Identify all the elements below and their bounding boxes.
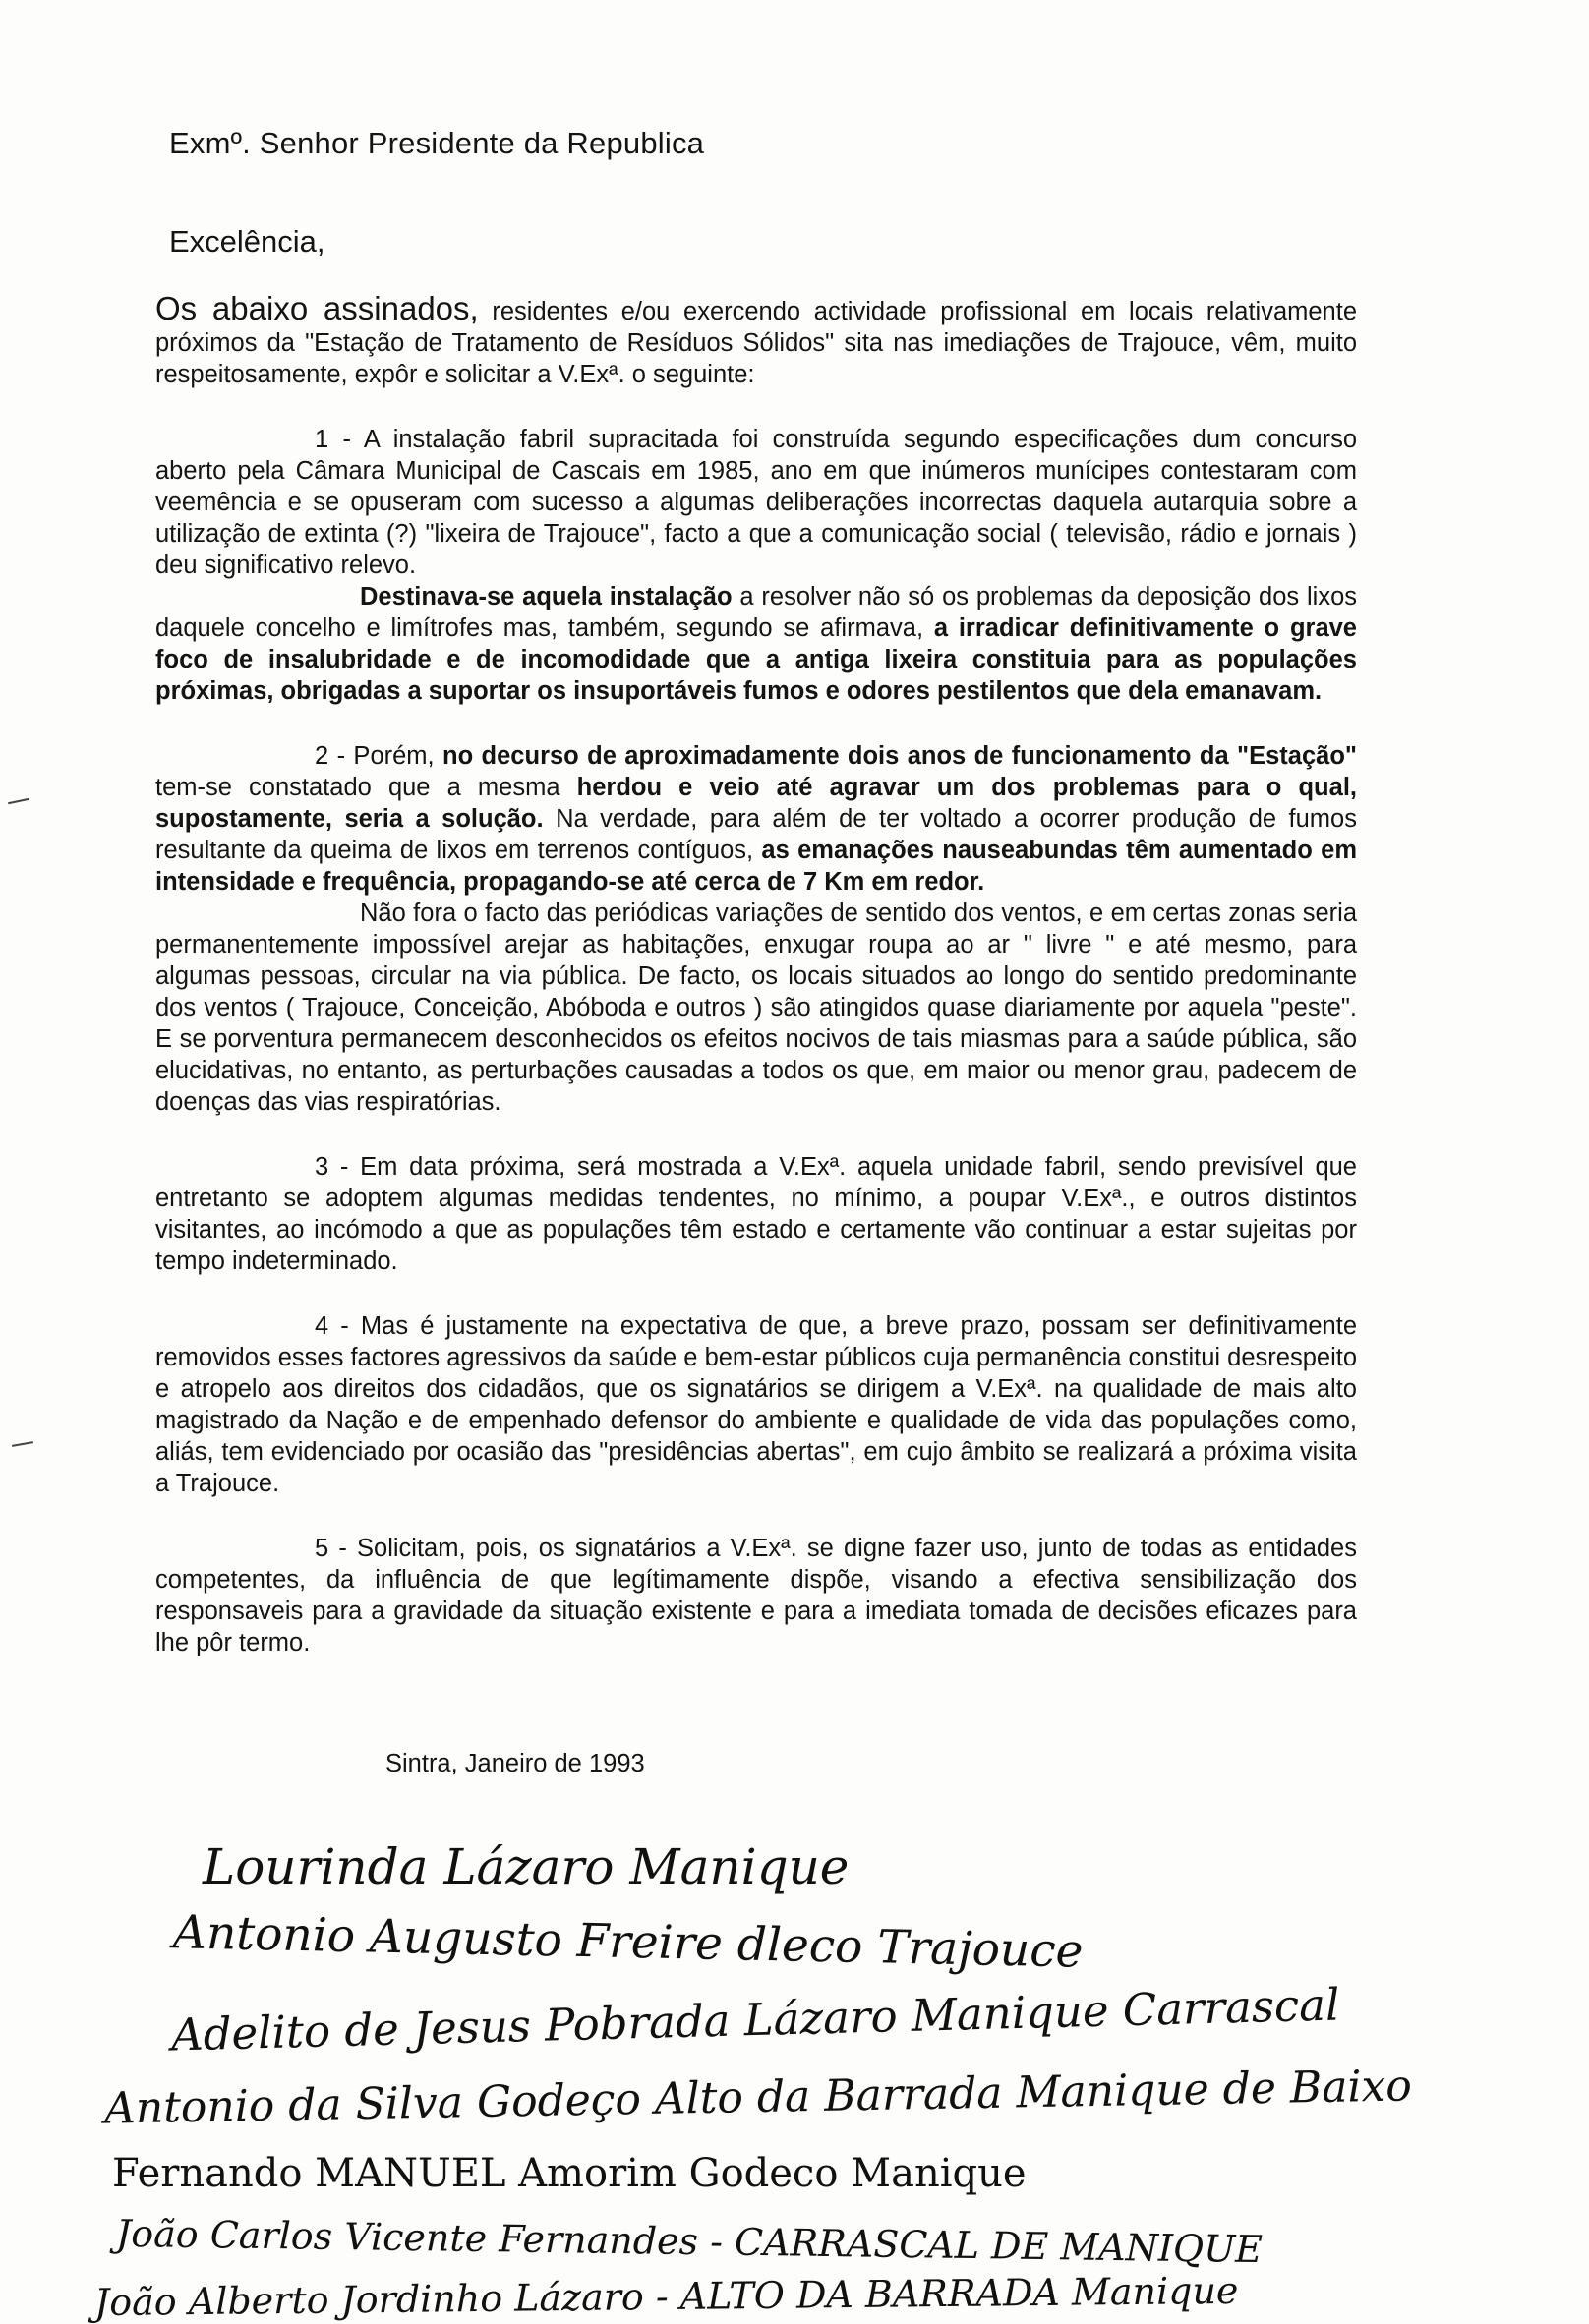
paragraph-5 [155, 1533, 1357, 1658]
paragraph-4 [155, 1310, 1357, 1499]
paragraph-2b [155, 898, 1357, 1118]
signature-3 [171, 1978, 1340, 2061]
intro-text: residentes e/ou exercendo actividade profissional em locais relativamente próximos da "Estação de Tratamento de Resíduos Sólidos" sita nas imediações de Trajouce, vêm, muito respeitosamente, expôr e solicitar a V.Exª. o seguinte: [155, 298, 1357, 388]
signature-1-text: Lourinda Lázaro Manique [203, 1838, 850, 1895]
signature-2-text: Antonio Augusto Freire dleco Trajouce [172, 1905, 1084, 1979]
signature-6-text: João Carlos Vicente Fernandes - CARRASCAL DE MANIQUE [115, 2211, 1264, 2272]
paragraph-1b [155, 581, 1357, 707]
paragraph-2b-text: Não fora o facto das periódicas variações de sentido dos ventos, e em certas zonas seria permanentemente impossível arejar as habitações, enxugar roupa ao ar " livre " e até mesmo, para algumas pessoas, circular na via pública. De facto, os locais situados ao longo do sentido predominante dos ventos ( Trajouce, Conceição, Abóboda e outros ) são atingidos quase diariamente por aquela "peste". E se porventura permanecem desconhecidos os efeitos nocivos de tais miasmas para a saúde pública, são elucidativas, no entanto, as perturbações causadas a todos os que, em maior ou menor grau, padecem de doenças das vias respiratórias. [155, 900, 1357, 1116]
signature-7 [94, 2269, 1239, 2324]
scan-margin-mark [12, 1441, 33, 1447]
paragraph-2 [155, 740, 1357, 898]
intro-lead: Os abaixo assinados, [155, 290, 479, 326]
paragraph-1b-bold-1: Destinava-se aquela instalação [360, 583, 733, 610]
paragraph-2-bold-2: herdou e veio até agravar um dos problemas para o qual, supostamente, seria a solução. [155, 774, 1357, 833]
signature-2 [173, 1905, 1084, 1978]
intro-paragraph [155, 290, 1357, 390]
signature-5 [112, 2151, 1027, 2196]
paragraph-3 [155, 1151, 1357, 1277]
signature-3-text: Adelito de Jesus Pobrada Lázaro Manique Carrascal [170, 1978, 1341, 2062]
date-line: Sintra, Janeiro de 1993 [385, 1750, 645, 1777]
signature-4-text: Antonio da Silva Godeço Alto da Barrada Manique de Baixo [103, 2061, 1413, 2134]
salutation: Excelência, [169, 224, 325, 259]
paragraph-2-text-1: 2 - Porém, [315, 742, 443, 770]
addressee: Exmº. Senhor Presidente da Republica [169, 126, 705, 160]
signature-6 [116, 2212, 1263, 2271]
paragraph-2-bold-1: no decurso de aproximadamente dois anos de funcionamento da "Estação" [442, 742, 1357, 770]
paragraph-1-text: 1 - A instalação fabril supracitada foi construída segundo especificações dum concurso aberto pela Câmara Municipal de Cascais em 1985, ano em que inúmeros munícipes contestaram com veemência e se opuseram com sucesso a algumas deliberações incorrectas daquela autarquia sobre a utilização de extinta (?) "lixeira de Trajouce", facto a que a comunicação social ( televisão, rádio e jornais ) deu significativo relevo. [155, 426, 1357, 579]
signature-4 [104, 2061, 1413, 2133]
paragraph-4-text: 4 - Mas é justamente na expectativa de que, a breve prazo, possam ser definitivamente removidos esses factores agressivos da saúde e bem-estar públicos cuja permanência constitui desrespeito e atropelo aos direitos dos cidadãos, que os signatários se dirigem a V.Exª. na qualidade de mais alto magistrado da Nação e de empenhado defensor do ambiente e qualidade de vida das populações como, aliás, tem evidenciado por ocasião das "presidências abertas", em cujo âmbito se realizará a próxima visita a Trajouce. [155, 1312, 1357, 1497]
paragraph-1b-text-1: a resolver não só os problemas da deposição dos lixos daquele concelho e limítrofes mas, também, segundo se afirmava, [155, 583, 1358, 642]
signature-7-text: João Alberto Jordinho Lázaro - ALTO DA BARRADA Manique [93, 2268, 1239, 2324]
paragraph-2-text-2: tem-se constatado que a mesma [155, 774, 577, 801]
scan-margin-mark [8, 798, 29, 805]
paragraph-1b-bold-2: a irradicar definitivamente o grave foco de insalubridade e de incomodidade que a antiga lixeira constituia para as populações próximas, obrigadas a suportar os insuportáveis fumos e odores pestilentos que dela emanavam. [155, 614, 1357, 705]
signature-1 [203, 1838, 849, 1895]
paragraph-5-text: 5 - Solicitam, pois, os signatários a V.Exª. se digne fazer uso, junto de todas as entidades competentes, da influência de que legítimamente dispõe, visando a efectiva sensibilização dos responsaveis para a gravidade da situação existente e para a imediata tomada de decisões eficazes para lhe pôr termo. [155, 1535, 1357, 1656]
paragraph-2-bold-3: as emanações nauseabundas têm aumentado em intensidade e frequência, propagando-se até cerca de 7 Km em redor. [155, 837, 1357, 896]
signature-5-text: Fernando MANUEL Amorim Godeco Manique [112, 2151, 1027, 2196]
letter-body [155, 290, 1358, 1658]
paragraph-3-text: 3 - Em data próxima, será mostrada a V.Exª. aquela unidade fabril, sendo previsível que entretanto se adoptem algumas medidas tendentes, no mínimo, a poupar V.Exª., e outros distintos visitantes, ao incómodo a que as populações têm estado e certamente vão continuar a estar sujeitas por tempo indeterminado. [155, 1153, 1357, 1275]
paragraph-1 [155, 424, 1357, 581]
paragraph-2-text-3: Na verdade, para além de ter voltado a ocorrer produção de fumos resultante da queima de lixos em terrenos contíguos, [155, 805, 1357, 864]
